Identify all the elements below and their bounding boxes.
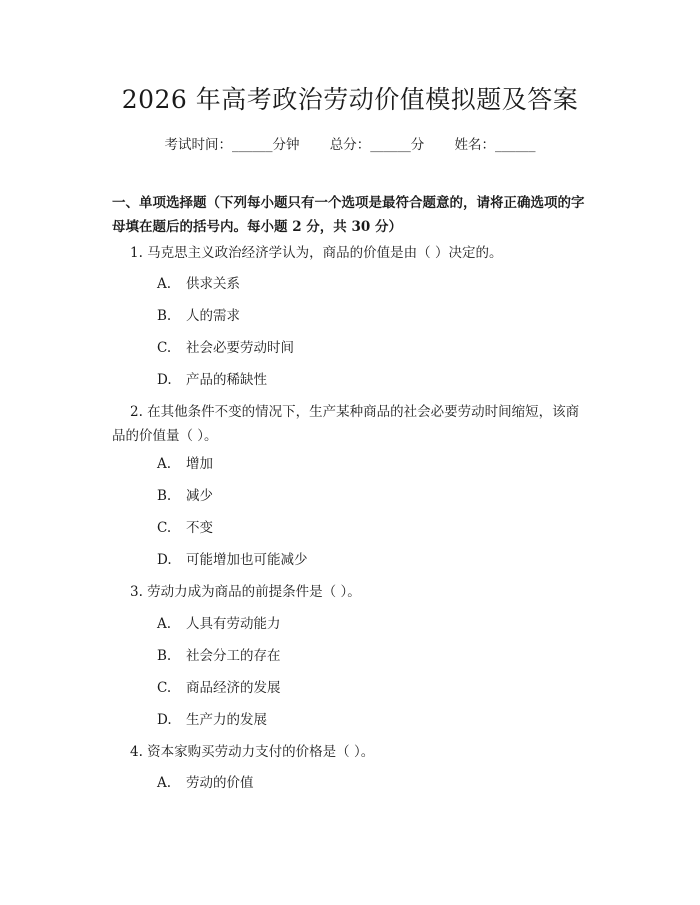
option-item: [157, 338, 294, 358]
option-letter: D.: [157, 372, 172, 388]
option-text: 增加: [186, 456, 213, 472]
option-text: 可能增加也可能减少: [186, 552, 308, 568]
page-title: 2026 年高考政治劳动价值模拟题及答案: [121, 85, 579, 114]
option-text: 产品的稀缺性: [186, 372, 267, 388]
score-blank: ______: [370, 137, 411, 153]
score-field: [330, 133, 425, 153]
option-letter: D.: [157, 712, 172, 728]
option-item: [157, 773, 254, 793]
option-item: [157, 646, 281, 666]
option-item: [157, 486, 213, 506]
question-stem: 2. 在其他条件不变的情况下，生产某种商品的社会必要劳动时间缩短，该商品的价值量（ ）。: [112, 404, 580, 444]
time-field: [164, 133, 299, 153]
option-letter: A.: [157, 775, 172, 791]
section-heading: 一、单项选择题（下列每小题只有一个选项是最符合题意的，请将正确选项的字母填在题后的括号内。每小题 2 分，共 30 分）: [112, 195, 585, 235]
option-text: 人具有劳动能力: [186, 616, 281, 632]
name-field: [455, 133, 536, 153]
option-letter: B.: [157, 488, 172, 504]
exam-meta: [0, 133, 700, 153]
option-item: [157, 274, 240, 294]
option-item: [157, 454, 213, 474]
question-stem: 3. 劳动力成为商品的前提条件是（ ）。: [130, 584, 361, 600]
time-unit: 分钟: [272, 137, 300, 153]
name-blank: ______: [495, 137, 536, 153]
option-text: 社会分工的存在: [186, 648, 281, 664]
time-label: 考试时间：: [164, 137, 232, 153]
option-text: 不变: [186, 520, 213, 536]
option-item: [157, 678, 281, 698]
option-letter: B.: [157, 648, 172, 664]
option-item: [157, 550, 308, 570]
option-letter: C.: [157, 340, 172, 356]
option-item: [157, 518, 213, 538]
option-letter: B.: [157, 308, 172, 324]
option-text: 人的需求: [186, 308, 240, 324]
name-label: 姓名：: [454, 137, 496, 153]
option-text: 商品经济的发展: [186, 680, 281, 696]
option-letter: C.: [157, 520, 172, 536]
option-text: 劳动的价值: [186, 775, 254, 791]
question-stem: 1. 马克思主义政治经济学认为，商品的价值是由（ ）决定的。: [130, 245, 503, 261]
option-item: [157, 614, 281, 634]
option-letter: A.: [157, 276, 172, 292]
question-stem: 4. 资本家购买劳动力支付的价格是（ ）。: [130, 744, 375, 760]
option-letter: A.: [157, 616, 172, 632]
option-item: [157, 370, 267, 390]
option-text: 社会必要劳动时间: [186, 340, 294, 356]
option-letter: A.: [157, 456, 172, 472]
option-item: [157, 710, 267, 730]
time-blank: ______: [231, 137, 273, 153]
option-text: 生产力的发展: [186, 712, 267, 728]
option-letter: C.: [157, 680, 172, 696]
score-label: 总分：: [329, 137, 371, 153]
option-text: 减少: [186, 488, 213, 504]
score-unit: 分: [410, 137, 425, 153]
option-letter: D.: [157, 552, 172, 568]
option-text: 供求关系: [186, 276, 240, 292]
option-item: [157, 306, 240, 326]
